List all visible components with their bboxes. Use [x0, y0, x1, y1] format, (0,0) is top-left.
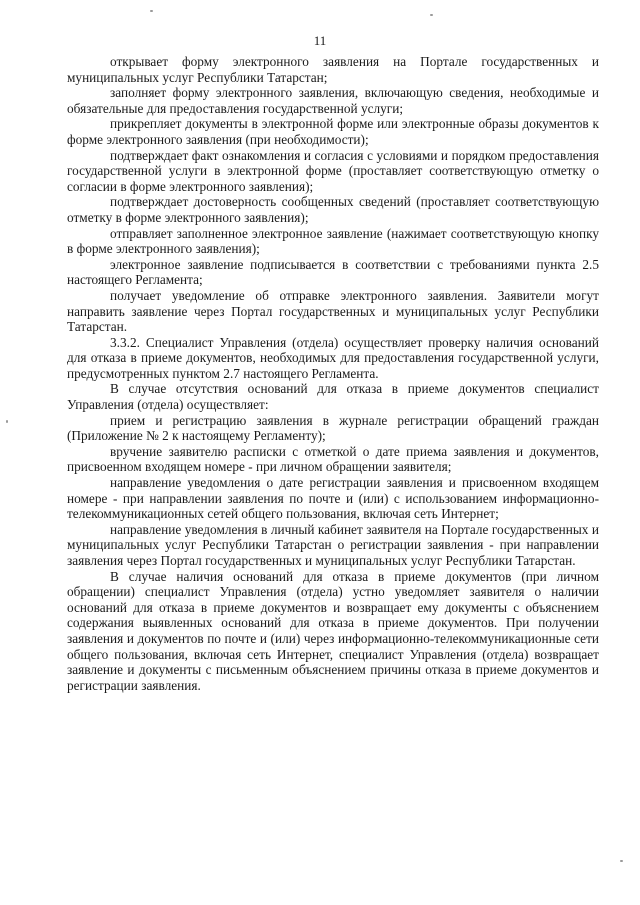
- paragraph: В случае наличия оснований для отказа в приеме документов (при личном обращении) специалист Управления (отдела) устно уведомляет заявителя о наличии оснований для отказа в приеме документов и возвращает ему документы с объяснением содержания выявленных оснований для отказа в приеме документов. При получении заявления и документов по почте и (или) через информационно-телекоммуникационные сети общего пользования, включая сеть Интернет, специалист Управления (отдела) возвращает заявление и документы с письменным объяснением причины отказа в приеме документов и регистрации заявления.: [67, 568, 599, 693]
- paragraph: электронное заявление подписывается в соответствии с требованиями пункта 2.5 настоящего Регламента;: [67, 256, 599, 288]
- document-body: [67, 54, 599, 693]
- paragraph: прикрепляет документы в электронной форме или электронные образы документов к форме электронного заявления (при необходимости);: [67, 116, 599, 147]
- page-number: 11: [313, 33, 327, 48]
- scan-speck: [620, 860, 623, 862]
- paragraph: открывает форму электронного заявления на Портале государственных и муниципальных услуг Республики Татарстан;: [67, 54, 599, 85]
- paragraph: В случае отсутствия оснований для отказа в приеме документов специалист Управления (отдела) осуществляет:: [67, 381, 599, 413]
- paragraph: подтверждает достоверность сообщенных сведений (проставляет соответствующую отметку в форме электронного заявления);: [67, 194, 599, 225]
- paragraph: направление уведомления в личный кабинет заявителя на Портале государственных и муниципальных услуг Республики Татарстан о регистрации заявления - при направлении заявления через Портал государственных и муниципальных услуг Республики Татарстан.: [67, 521, 599, 568]
- scan-speck: [430, 14, 433, 16]
- paragraph: заполняет форму электронного заявления, включающую сведения, необходимые и обязательные для предоставления государственной услуги;: [67, 85, 599, 116]
- scan-speck: [150, 10, 153, 12]
- paragraph: вручение заявителю расписки с отметкой о дате приема заявления и документов, присвоенном входящем номере - при личном обращении заявителя;: [67, 443, 599, 475]
- paragraph: прием и регистрацию заявления в журнале регистрации обращений граждан (Приложение № 2 к настоящему Регламенту);: [67, 412, 599, 444]
- paragraph: подтверждает факт ознакомления и согласия с условиями и порядком предоставления государственной услуги в электронной форме (проставляет соответствующую отметку о согласии в форме электронного заявления);: [67, 147, 599, 194]
- scan-speck: [6, 420, 8, 423]
- paragraph: получает уведомление об отправке электронного заявления. Заявители могут направить заявление через Портал государственных и муниципальных услуг Республики Татарстан.: [67, 287, 599, 335]
- paragraph: 3.3.2. Специалист Управления (отдела) осуществляет проверку наличия оснований для отказа в приеме документов, необходимых для предоставления государственной услуги, предусмотренных пунктом 2.7 настоящего Регламента.: [67, 334, 599, 381]
- paragraph: направление уведомления о дате регистрации заявления и присвоенном входящем номере - при направлении заявления по почте и (или) с использованием информационно-телекоммуникационных сетей общего пользования, включая сеть Интернет;: [67, 475, 599, 522]
- paragraph: отправляет заполненное электронное заявление (нажимает соответствующую кнопку в форме электронного заявления);: [67, 225, 599, 257]
